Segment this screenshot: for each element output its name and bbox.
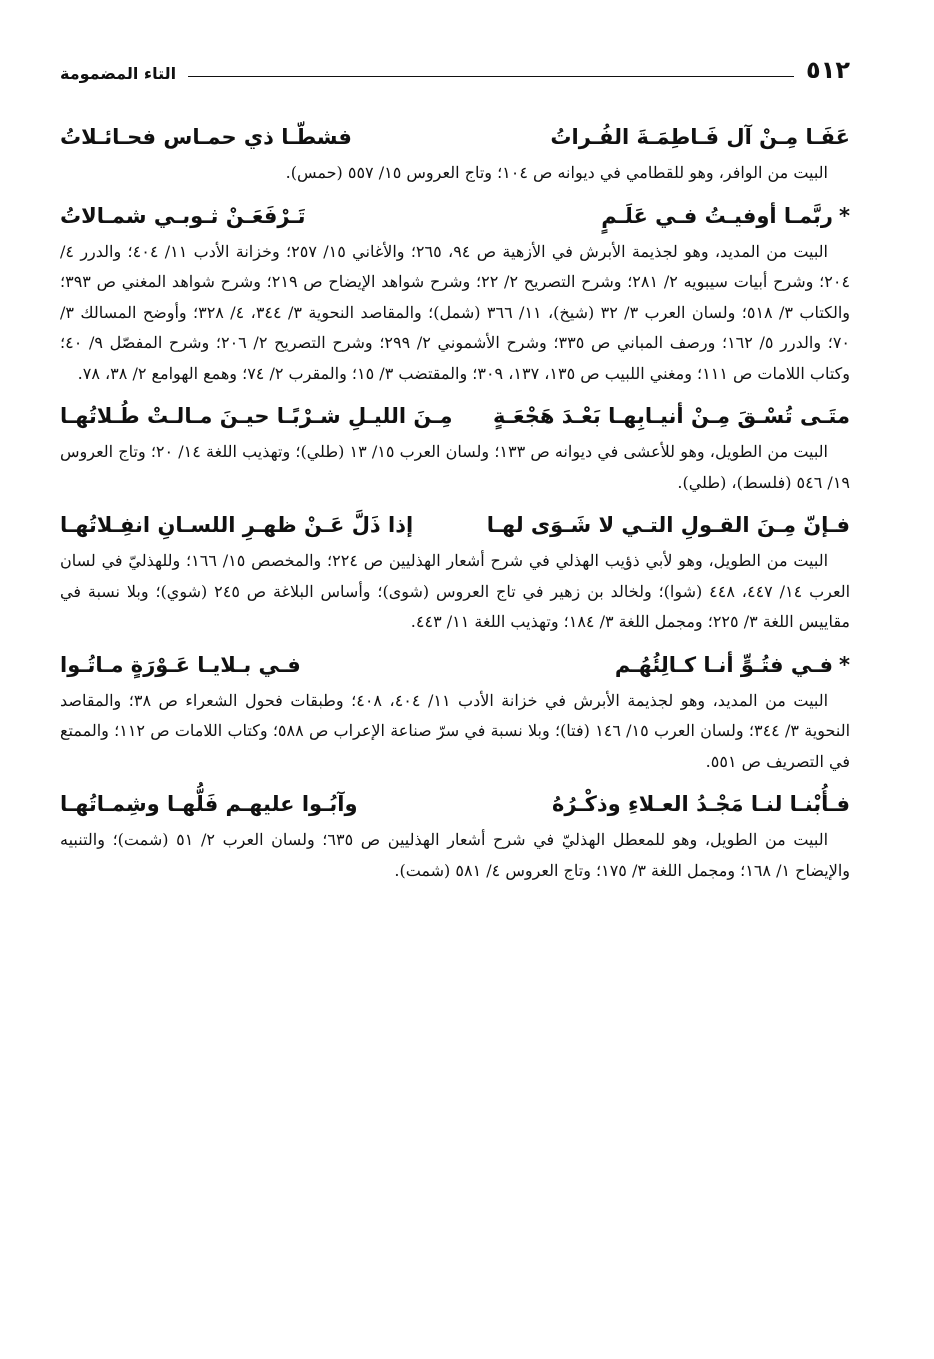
verse-line (60, 644, 850, 686)
verse-commentary (60, 158, 850, 189)
verse-line (60, 783, 850, 825)
commentary-text: البيت من المديد، وهو لجذيمة الأبرش في خزانة الأدب ١١/ ٤٠٤، ٤٠٨؛ وطبقات فحول الشعراء ص ٣٨؛ والمقاصد النحوية ٣/ ٣٤٤؛ ولسان العرب ١٥/ ١٤٦ (فتا)؛ وبلا نسبة في سرّ صناعة الإعراب ص ٥٨٨؛ وكتاب اللامات ص ١١٢؛ والممتع في التصريف ص ٥٥١. (60, 690, 851, 771)
verse-hemistich-second: إذا ذَلَّ عَـنْ ظهـرِ اللسـانِ انفِـلاتُهـا (60, 513, 414, 537)
verse-entry (60, 195, 850, 390)
commentary-text: البيت من الطويل، وهو للأعشى في ديوانه ص ١٣٣؛ ولسان العرب ١٥/ ١٣ (طلي)؛ وتهذيب اللغة ١٤/ ٢٠؛ وتاج العروس ١٩/ ٥٤٦ (فلسط)، (طلي). (60, 442, 850, 492)
verse-hemistich-second: وآبُـوا عليهـم فَلُّهـا وشِمـاتُهـا (60, 792, 358, 816)
verse-line (60, 504, 850, 546)
page-number: ٥١٢ (806, 56, 850, 84)
verse-hemistich-first: عَفَـا مِـنْ آل فَـاطِمَـةَ الفُـراتُ (550, 125, 850, 149)
verse-hemistich-first: فـإنّ مِـنَ القـولِ التـي لا شَـوَى لهـا (486, 513, 850, 537)
verse-commentary (60, 546, 850, 638)
hemistich-text: فـي فتُـوٍّ أنـا كـالِئُهُـم (614, 652, 834, 677)
star-mark: * (839, 652, 850, 677)
running-title: التاء المضمومة (60, 63, 177, 83)
verse-commentary (60, 686, 850, 778)
verse-entry (60, 644, 850, 778)
verse-hemistich-first: فـأُبْنـا لنـا مَجْـدُ العـلاءِ وذكْـرُهُ (551, 792, 850, 816)
commentary-text: البيت من الوافر، وهو للقطامي في ديوانه ص ١٠٤؛ وتاج العروس ١٥/ ٥٥٧ (حمس). (285, 163, 828, 182)
commentary-text: البيت من المديد، وهو لجذيمة الأبرش في الأزهية ص ٩٤، ٢٦٥؛ والأغاني ١٥/ ٢٥٧؛ وخزانة الأدب ١١/ ٤٠٤؛ والدرر ٤/ ٢٠٤؛ وشرح أبيات سيبويه ٢/ ٢٨١؛ وشرح التصريح ٢/ ٢٢؛ وشرح شواهد الإيضاح ص ٢١٩؛ وشرح شواهد المغني ص ٣٩٣؛ والكتاب ٣/ ٥١٨؛ ولسان العرب ٣/ ٣٢ (شيخ)، ١١/ ٣٦٦ (شمل)؛ والمقاصد النحوية ٣/ ٣٤٤، ٤/ ٣٢٨؛ وأوضح المسالك ٣/ ٧٠؛ والدرر ٥/ ١٦٢؛ ورصف المباني ص ٣٣٥؛ وشرح الأشموني ٢/ ٢٩٩؛ وشرح التصريح ٢/ ٢٠٦؛ وشرح المفصّل ٩/ ٤٠؛ وكتاب اللامات ص ١١١؛ ومغني اللبيب ص ١٣٥، ١٣٧، ٣٠٩؛ والمقتضب ٣/ ١٥؛ والمقرب ٢/ ٧٤؛ وهمع الهوامع ٢/ ٣٨، ٧٨. (60, 241, 851, 383)
page-header (60, 50, 850, 90)
hemistich-text: ربَّمـا أوفيـتُ فـي عَلَـمٍ (601, 203, 834, 228)
header-rule (188, 76, 794, 77)
verse-hemistich-first (601, 195, 850, 237)
star-mark: * (839, 203, 850, 228)
verse-entry (60, 504, 850, 638)
verse-entry (60, 395, 850, 498)
verse-hemistich-second: فـي بـلايـا عَـوْرَةٍ مـاتُـوا (60, 652, 301, 677)
verse-commentary (60, 237, 850, 390)
verse-commentary (60, 437, 850, 498)
verse-hemistich-second: تَـرْفَعَـنْ ثـوبـي شمـالاتُ (60, 203, 306, 228)
commentary-text: البيت من الطويل، وهو لأبي ذؤيب الهذلي في شرح أشعار الهذليين ص ٢٢٤؛ والمخصص ١٥/ ١٦٦؛ وللهذليّ في لسان العرب ١٤/ ٤٤٧، ٤٤٨ (شوا)؛ ولخالد بن زهير في تاج العروس (شوى)؛ وأساس البلاغة ص ٢٤٥ (شوي)؛ وبلا نسبة في مقاييس اللغة ٣/ ٢٢٥؛ ومجمل اللغة ٣/ ١٨٤؛ وتهذيب اللغة ١١/ ٤٤٣. (60, 551, 851, 631)
verse-line (60, 395, 850, 437)
commentary-text: البيت من الطويل، وهو للمعطل الهذليّ في شرح أشعار الهذليين ص ٦٣٥؛ ولسان العرب ٢/ ٥١ (شمت)؛ والتنبيه والإيضاح ١/ ١٦٨؛ ومجمل اللغة ٣/ ١٧٥؛ وتاج العروس ٤/ ٥٨١ (شمت). (60, 830, 850, 880)
verse-hemistich-first (615, 644, 850, 686)
verse-line (60, 195, 850, 237)
document-page (60, 50, 850, 1320)
verse-commentary (60, 825, 850, 886)
verse-line (60, 116, 850, 158)
verse-hemistich-second: مِـنَ الليـلِ شـرْبًـا حيـنَ مـالـتْ طُـلاتُهـا (60, 404, 453, 428)
verse-entry (60, 783, 850, 886)
verse-hemistich-second: فشطّـا ذي حمـاس فحـائـلاتُ (60, 125, 352, 149)
verse-entry (60, 116, 850, 189)
verse-hemistich-first: متَـى تُسْـقَ مِـنْ أنيـابِهـا بَعْـدَ هَجْعَـةٍ (492, 404, 850, 428)
